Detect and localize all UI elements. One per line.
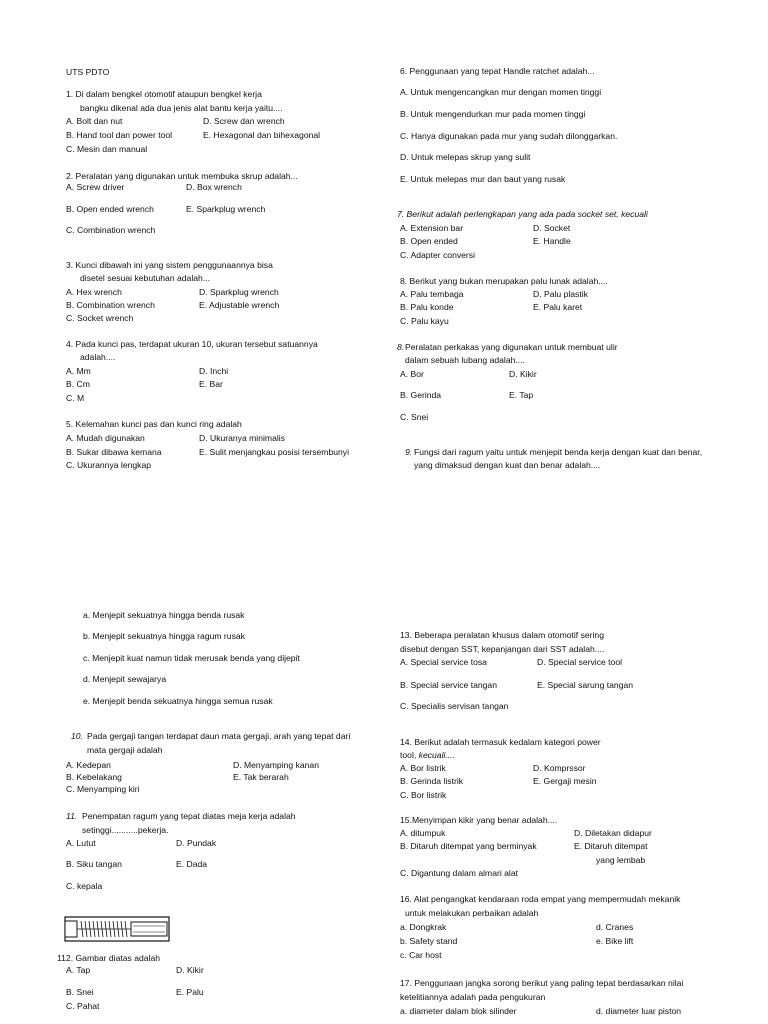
tap-tool-image bbox=[63, 911, 173, 947]
option-d: D. Kikir bbox=[509, 369, 537, 379]
option-d: d. diameter luar piston bbox=[596, 1006, 682, 1016]
option-d: D. Palu plastik bbox=[533, 289, 588, 299]
question-text: 4. Pada kunci pas, terdapat ukuran 10, ukuran tersebut satuannya bbox=[66, 339, 318, 349]
question-text-emphasis: kecuali.... bbox=[418, 750, 455, 760]
option-b: B. Kebelakang bbox=[66, 772, 122, 782]
question-text: 5. Kelemahan kunci pas dan kunci ring adalah bbox=[66, 419, 242, 429]
option-c: C. Combination wrench bbox=[66, 225, 156, 235]
option-a: A. Screw driver bbox=[66, 182, 125, 192]
exam-title: UTS PDTO bbox=[66, 67, 110, 77]
option-b: B. Gerinda bbox=[400, 390, 442, 400]
question-number: 11. bbox=[66, 811, 78, 821]
question-text: 14. Berikut adalah termasuk kedalam kategori power bbox=[400, 737, 601, 747]
question-text: 8. Berikut yang bukan merupakan palu lunak adalah.... bbox=[400, 276, 608, 286]
option-a: A. Palu tembaga bbox=[400, 289, 464, 299]
option-a: A. Bor bbox=[400, 369, 424, 379]
question-text: 13. Beberapa peralatan khusus dalam otomotif sering bbox=[400, 630, 604, 640]
option-b: B. Sukar dibawa kemana bbox=[66, 447, 162, 457]
question-text: Peralatan perkakas yang digunakan untuk membuat ulir bbox=[405, 342, 618, 352]
option-e: E. Palu karet bbox=[533, 302, 583, 312]
option-c: C. Digantung dalam almari alat bbox=[400, 868, 518, 878]
option-e: e. Menjepit benda sekuatnya hingga semua rusak bbox=[83, 696, 273, 706]
option-a: a. Dongkrak bbox=[400, 922, 447, 932]
question-number: 8. bbox=[397, 342, 405, 352]
option-b: B. Ditaruh ditempat yang berminyak bbox=[400, 841, 537, 851]
question-text: 3. Kunci dibawah ini yang sistem penggunaannya bisa bbox=[66, 260, 273, 270]
question-text: Pada gergaji tangan terdapat daun mata gergaji, arah yang tepat dari bbox=[87, 731, 351, 741]
option-b: B. Untuk mengendurkan mur pada momen tinggi bbox=[400, 109, 586, 119]
option-b: B. Combination wrench bbox=[66, 300, 155, 310]
option-c: C. Socket wrench bbox=[66, 313, 134, 323]
option-c: C. Bor listrik bbox=[400, 790, 447, 800]
option-c: c. Menjepit kuat namun tidak merusak benda yang dijepit bbox=[83, 653, 300, 663]
question-text: adalah.... bbox=[80, 352, 116, 362]
option-d: D. Sparkplug wrench bbox=[199, 287, 279, 297]
option-a: a. Menjepit sekuatnya hingga benda rusak bbox=[83, 610, 245, 620]
question-text: disetel sesuai kebutuhan adalah... bbox=[80, 273, 210, 283]
question-text-plain: tool, bbox=[400, 750, 419, 760]
question-text: ketelitiannya adalah pada pengukuran bbox=[400, 992, 546, 1002]
option-a: A. Mm bbox=[66, 366, 91, 376]
question-text: setinggi...........pekerja. bbox=[82, 825, 169, 835]
option-d: D. Diletakan didapur bbox=[574, 828, 652, 838]
option-c: C. Mesin dan manual bbox=[66, 144, 148, 154]
question-text: Fungsi dari ragum yaitu untuk menjepit benda kerja dengan kuat dan benar, bbox=[414, 447, 703, 457]
option-c: C. Hanya digunakan pada mur yang sudah dilonggarkan. bbox=[400, 131, 618, 141]
option-c: C. kepala bbox=[66, 881, 103, 891]
option-a: A. Mudah digunakan bbox=[66, 433, 145, 443]
option-c: C. Adapter conversi bbox=[400, 250, 475, 260]
option-b: B. Open ended wrench bbox=[66, 204, 154, 214]
option-c: C. Specialis servisan tangan bbox=[400, 701, 509, 711]
option-b: B. Cm bbox=[66, 379, 90, 389]
option-e: E. Special sarung tangan bbox=[537, 680, 634, 690]
option-a: A. ditumpuk bbox=[400, 828, 446, 838]
option-d: d. Menjepit sewajarya bbox=[83, 674, 167, 684]
option-c: C. Palu kayu bbox=[400, 316, 449, 326]
question-number: 9. bbox=[405, 447, 413, 457]
question-text: 112. Gambar diatas adalah bbox=[57, 953, 161, 963]
question-number: 10. bbox=[71, 731, 83, 741]
option-d: d. Cranes bbox=[596, 922, 634, 932]
option-e: E. Hexagonal dan bihexagonal bbox=[203, 130, 321, 140]
question-text: 17. Penggunaan jangka sorong berikut yang paling tepat berdasarkan nilai bbox=[400, 978, 684, 988]
question-text: untuk melakukan perbaikan adalah bbox=[405, 908, 539, 918]
option-c: C. Menyamping kiri bbox=[66, 784, 140, 794]
option-c: C. Snei bbox=[400, 412, 429, 422]
option-e: E. Handle bbox=[533, 236, 571, 246]
question-text: bangku dikenal ada dua jenis alat bantu kerja yaitu.... bbox=[80, 103, 283, 113]
option-c: C. Ukurannya lengkap bbox=[66, 460, 152, 470]
option-e: E. Untuk melepas mur dan baut yang rusak bbox=[400, 174, 566, 184]
option-e: e. Bike lift bbox=[596, 936, 634, 946]
question-text: 7. Berikut adalah perlengkapan yang ada pada socket set, kecuali bbox=[397, 209, 648, 219]
option-d: D. Special service tool bbox=[537, 657, 623, 667]
option-c: C. M bbox=[66, 393, 85, 403]
option-d: D. Komprssor bbox=[533, 763, 586, 773]
option-d: D. Screw dan wrench bbox=[203, 116, 285, 126]
option-e: E. Ditaruh ditempat bbox=[574, 841, 648, 851]
question-text: 6. Penggunaan yang tepat Handle ratchet adalah... bbox=[400, 66, 595, 76]
option-e: E. Bar bbox=[199, 379, 223, 389]
option-b: B. Hand tool dan power tool bbox=[66, 130, 173, 140]
option-a: A. Bolt dan nut bbox=[66, 116, 123, 126]
option-d: D. Pundak bbox=[176, 838, 217, 848]
option-b: B. Palu konde bbox=[400, 302, 454, 312]
option-c: c. Car host bbox=[400, 950, 442, 960]
option-a: A. Special service tosa bbox=[400, 657, 487, 667]
option-e: E. Tap bbox=[509, 390, 534, 400]
question-text: 15.Menyimpan kikir yang benar adalah.... bbox=[400, 815, 558, 825]
option-e: E. Sparkplug wrench bbox=[186, 204, 266, 214]
option-b: B. Open ended bbox=[400, 236, 458, 246]
option-d: D. Socket bbox=[533, 223, 571, 233]
option-a: A. Lutut bbox=[66, 838, 96, 848]
option-a: A. Bor listrik bbox=[400, 763, 446, 773]
option-b: B. Siku tangan bbox=[66, 859, 122, 869]
option-a: A. Tap bbox=[66, 965, 91, 975]
option-d: D. Ukuranya minimalis bbox=[199, 433, 285, 443]
option-c: C. Pahat bbox=[66, 1001, 100, 1011]
question-text: mata gergaji adalah bbox=[87, 745, 163, 755]
question-text: 2. Peralatan yang digunakan untuk membuka skrup adalah... bbox=[66, 171, 298, 181]
option-a: A. Extension bar bbox=[400, 223, 464, 233]
option-d: D. Inchi bbox=[199, 366, 229, 376]
option-e: E. Gergaji mesin bbox=[533, 776, 597, 786]
option-d: D. Box wrench bbox=[186, 182, 242, 192]
option-e: E. Dada bbox=[176, 859, 208, 869]
question-text: Penempatan ragum yang tepat diatas meja kerja adalah bbox=[82, 811, 296, 821]
option-a: a. diameter dalam blok silinder bbox=[400, 1006, 517, 1016]
option-b: B. Snei bbox=[66, 987, 94, 997]
question-text: yang dimaksud dengan kuat dan benar adalah.... bbox=[414, 460, 601, 470]
option-e: E. Tak berarah bbox=[233, 772, 289, 782]
option-a: A. Kedepan bbox=[66, 760, 111, 770]
option-e: E. Sulit menjangkau posisi tersembunyi bbox=[199, 447, 349, 457]
option-b: b. Safety stand bbox=[400, 936, 458, 946]
option-b: B. Gerinda listrik bbox=[400, 776, 464, 786]
option-b: B. Special service tangan bbox=[400, 680, 497, 690]
option-d: D. Untuk melepas skrup yang sulit bbox=[400, 152, 531, 162]
question-text: disebut dengan SST, kepanjangan dari SST adalah.... bbox=[400, 644, 605, 654]
question-text: 16. Alat pengangkat kendaraan roda empat yang mempermudah mekanik bbox=[400, 894, 681, 904]
option-d: D. Kikir bbox=[176, 965, 204, 975]
option-e: E. Adjustable wrench bbox=[199, 300, 280, 310]
option-e-continued: yang lembab bbox=[596, 855, 646, 865]
option-d: D. Menyamping kanan bbox=[233, 760, 319, 770]
option-a: A. Untuk mengencangkan mur dengan momen tinggi bbox=[400, 87, 602, 97]
question-text bbox=[400, 750, 455, 761]
option-a: A. Hex wrench bbox=[66, 287, 122, 297]
option-e: E. Palu bbox=[176, 987, 204, 997]
option-b: b. Menjepit sekuatnya hingga ragum rusak bbox=[83, 631, 245, 641]
question-text: dalam sebuah lubang adalah.... bbox=[405, 355, 525, 365]
question-text: 1. Di dalam bengkel otomotif ataupun bengkel kerja bbox=[66, 89, 262, 99]
